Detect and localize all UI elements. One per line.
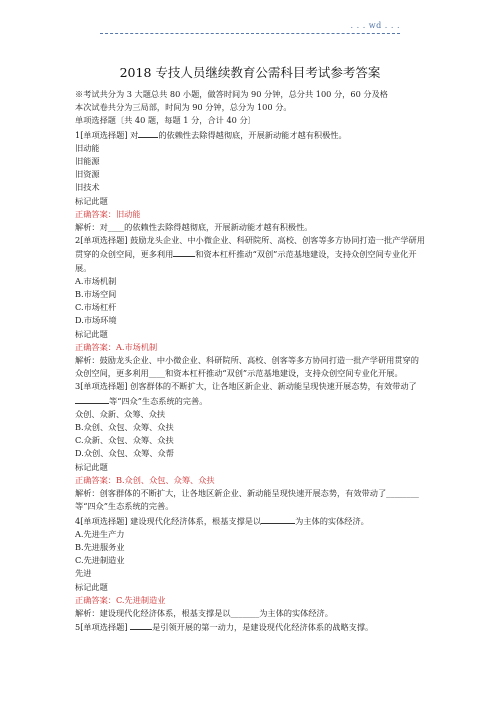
correct-answer: 正确答案：B.众创、众包、众筹、众扶 bbox=[75, 474, 215, 485]
explanation: 解析：对____的依赖性去除得越彻底，开展新动能才越有积极性。 bbox=[75, 222, 313, 233]
question-stem: 4[单项选择题] 建设现代化经济体系，根基支撑是以 bbox=[75, 515, 262, 526]
question-3 bbox=[75, 380, 425, 407]
exam-note: ※考试共分为 3 大题总共 80 小题，做答时间为 90 分钟，总分共 100 分，60 分及格 bbox=[75, 89, 388, 99]
option[interactable]: B.先进服务业 bbox=[75, 541, 125, 552]
correct-answer: 正确答案：旧动能 bbox=[75, 208, 141, 219]
question-stem: 3[单项选择题] 创客群体的不断扩大，让各地区新企业、新动能呈现快速开展态势，有效带动了 bbox=[75, 381, 417, 392]
option[interactable]: B.市场空间 bbox=[75, 289, 117, 300]
header-rule bbox=[100, 33, 400, 34]
question-stem-cont: 为主体的实体经济。 bbox=[295, 515, 369, 526]
question-stem: 1[单项选择题] 对 bbox=[75, 129, 139, 140]
answer-blank bbox=[138, 128, 158, 138]
option[interactable]: 旧资源 bbox=[75, 169, 100, 180]
option[interactable]: 旧技术 bbox=[75, 182, 100, 193]
option[interactable]: A.先进生产力 bbox=[75, 528, 125, 539]
question-4 bbox=[75, 514, 425, 528]
mark-question-link[interactable]: 标记此题 bbox=[75, 461, 108, 472]
option[interactable]: 旧能源 bbox=[75, 156, 100, 167]
mark-question-link[interactable]: 标记此题 bbox=[75, 328, 108, 339]
question-stem: 2[单项选择题] 鼓励龙头企业、中小微企业、科研院所、高校、创客等多方协同打造一批产学研用贯穿的众创空间，更多利用 bbox=[75, 235, 425, 260]
question-2 bbox=[75, 234, 425, 275]
answer-blank bbox=[130, 620, 152, 630]
question-stem-cont: 等“四众”生态系统的完善。 bbox=[109, 395, 208, 406]
option[interactable]: D.市场环境 bbox=[75, 315, 117, 326]
correct-answer: 正确答案：C.先进制造业 bbox=[75, 594, 166, 605]
explanation: 解析：创客群体的不断扩大，让各地区新企业、新动能呈现快速开展态势，有效带动了________等“四众”生态系统的完善。 bbox=[75, 488, 419, 512]
option[interactable]: A.市场机制 bbox=[75, 275, 117, 286]
explanation: 解析：鼓励龙头企业、中小微企业、科研院所、高校、创客等多方协同打造一批产学研用贯穿的众创空间，更多利用____和资本杠杆推动“双创”示范基地建设，支持众创空间专业化开展。 bbox=[75, 355, 419, 379]
mark-question-link[interactable]: 标记此题 bbox=[75, 195, 108, 206]
option[interactable]: B.众创、众包、众筹、众扶 bbox=[75, 422, 174, 433]
answer-blank bbox=[261, 514, 295, 524]
mark-question-link[interactable]: 标记此题 bbox=[75, 581, 108, 592]
option[interactable]: D.众创、众包、众筹、众帮 bbox=[75, 448, 174, 459]
exam-info: 本次试卷共分为三局部，时间为 90 分钟，总分为 100 分。 bbox=[75, 102, 292, 113]
option[interactable]: 旧动能 bbox=[75, 142, 100, 153]
question-stem-cont: 是引领开展的第一动力，是建设现代化经济体系的战略支撑。 bbox=[152, 622, 374, 633]
question-1 bbox=[75, 128, 425, 142]
explanation: 解析：建设现代化经济体系，根基支撑是以_______为主体的实体经济。 bbox=[75, 607, 333, 618]
document-body bbox=[75, 65, 425, 634]
header-mark: . . . wd . . . bbox=[350, 21, 400, 30]
page-title: 2018 专技人员继续教育公需科目考试参考答案 bbox=[119, 65, 381, 80]
option[interactable]: C.先进制造业 bbox=[75, 555, 125, 566]
correct-answer: 正确答案：A.市场机制 bbox=[75, 341, 158, 352]
option[interactable]: C.众新、众包、众筹、众扶 bbox=[75, 435, 174, 446]
answer-blank bbox=[173, 247, 195, 257]
question-stem: 5[单项选择题] bbox=[75, 622, 131, 633]
option[interactable]: C.市场杠杆 bbox=[75, 302, 117, 313]
option[interactable]: 先进 bbox=[75, 568, 92, 579]
section-heading: 单项选择题〔共 40 题，每题 1 分，合计 40 分〕 bbox=[75, 115, 256, 126]
question-stem-cont: 和资本杠杆推动“双创”示范基地建设，支持众创空间专业化开展。 bbox=[75, 249, 417, 273]
answer-blank bbox=[75, 394, 109, 404]
question-stem-cont: 的依赖性去除得越彻底，开展新动能才越有积极性。 bbox=[158, 129, 347, 140]
question-5 bbox=[75, 620, 425, 634]
option[interactable]: 众创、众新、众筹、众扶 bbox=[75, 408, 166, 419]
